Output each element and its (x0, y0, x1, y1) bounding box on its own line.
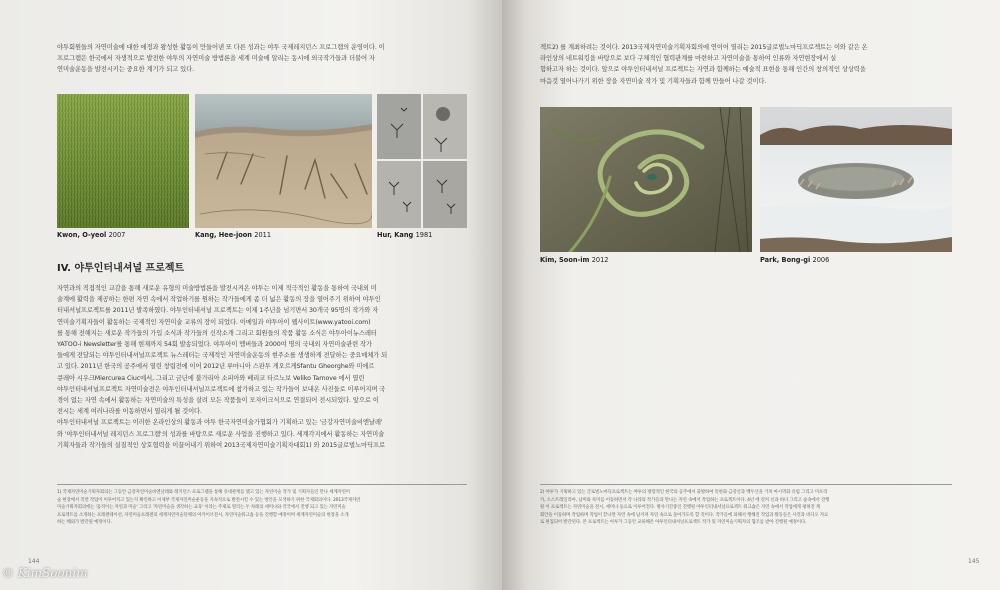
right-intro-text (540, 42, 952, 87)
right-footnote (540, 489, 952, 527)
photo-kim-spiral (540, 107, 752, 252)
page-number: 145 (968, 558, 980, 565)
text-line: 큐레아 시우크Miercurea Ciuc에서, 그리고 금년에 불가리아 소피아와 베리코 타르노보 Veliko Tarnove 에서 열린 (57, 374, 365, 382)
caption-kim (540, 256, 609, 264)
text-line: 연미술기획자들이 활동하는 국제적인 자연미술 교류의 장이 되었다. 이메일과 야투아이 웹사이트(www.yatooi.com) (57, 318, 371, 326)
section-heading: IV. 야투인터내셔널 프로젝트 (57, 263, 185, 274)
footnote-line: 카, 오스트레일리아, 남미와 룩미를 이동하면서 각 나라의 작가들과 만나는 자연 속에서 작업하는 프로젝트이다. 4년 에 걸쳐 신과 바다 그리고 숲속에서 진행 (540, 497, 830, 503)
footnote-line: 프로젝트를 소개하는 프레젠테이션, 자연미술프레젠의 세계자연미술단체의 아카이브전시, 자연미술워크숍 등을 진행할 예정이며 세계자연미술의 현장을 소개 (57, 512, 349, 518)
photo-park-snow (760, 107, 952, 252)
footnote-rule (57, 484, 467, 485)
text-line: 라인상의 네트워킹을 바탕으로 보다 구체적인 협력관계를 마련하고 자연미술을 통하여 인류와 자연현장에서 실 (540, 55, 837, 63)
photo-artist: Kang, Hee-joon (195, 231, 252, 239)
text-line: 경이 없는 자연 속에서 활동하는 자연미술의 특성을 살려 모든 작품들이 모자이크식으로 연결되어 전시되었다. 앞으로 이 (57, 397, 379, 405)
photo-artist: Park, Bong-gi (760, 256, 811, 264)
footnote-line: 로 편집되어 발간된다. 본 프로젝트는 아투가 그동안 교류해온 아투인터내셔널프로젝트 작가 및 자연미술기획자의 협조를 받아 진행될 예정이다. (540, 520, 807, 526)
footnote-line: 미술기획자회의에는 '움직이는 자연과 미술' 그리고 '자연미술을 생각하는 교육' 이라는 주제로 열리는 두 차례의 세미나와 각국에서 진행 되고 있는 자연미술 (57, 505, 346, 511)
left-footnote (57, 489, 467, 527)
text-line: 자연과의 직접적인 교감을 통해 새로운 유형의 미술방법론을 발전시켜온 야투는 이제 적극적인 활동을 통하여 국내외 미 (57, 285, 377, 292)
text-line: 기획자들과 작가들의 실질적인 상호협력을 이끌어내기 위하여 2013국제자연미술기획자대회1) 와 2015글로벌노마딕프로 (57, 441, 385, 449)
text-line: 야투인터내셔널프로젝트 자연미술전은 야투인터내셔널프로젝트에 참가하고 있는 작가들이 보내온 사진들로 이루어지며 국 (57, 385, 386, 393)
photo-year: 2011 (254, 231, 272, 239)
text-line: 마음것 열어나가기 위한 장을 자연미술 작가 및 기획자들과 함께 만들어 나갈 것이다. (540, 77, 767, 85)
left-intro-text (57, 42, 465, 76)
text-line: 험하고자 하는 것이다. 앞으로 야투인터내셔널 프로젝트는 자연과 함께하는 예술적 표현을 통해 인간의 창의적인 상상력을 (540, 66, 866, 74)
text-line: 술계에 활력을 제공하는 한편 자연 속에서 작업하기를 원하는 작가들에게 좀 더 넓은 활동의 장을 열어주기 위하여 야투인 (57, 296, 381, 304)
page-number: 144 (28, 558, 40, 565)
footnote-line: 1) 국제자연미술기획자회의는 그동안 금강자연미술비엔날레와 레지던스 프로그램을 통해 유대관계를 맺고 있는 자연미술 작가 및 기획자들인 만나 세계자연미 (57, 490, 350, 495)
text-line: 와 '야투인터내셔널 레지던스 프로그램'의 성과를 바탕으로 새로운 사업을 진행하고 있다. 세계각지에서 활동하는 자연미술 (57, 430, 385, 438)
caption-hur (377, 231, 432, 239)
right-page (502, 0, 1000, 590)
text-line: 전시는 세계 여러나라를 이동하면서 열리게 될 것이다. (57, 408, 202, 416)
photo-year: 1981 (415, 231, 433, 239)
footnote-line: 될 이 프로젝트는 자연미술을 전시, 세미나 등으로 이루어진다. 방사기간중인 진행될 야투인터내셔널프로젝트 워크숍은 자연 속에서 작업에게 평혀진 계 (540, 505, 821, 511)
caption-kang (195, 231, 271, 239)
photo-artist: Hur, Kang (377, 231, 414, 239)
footnote-line: 2) 야투가 기획하고 있는 글로벌노마딕프로젝트는 야투의 방랑적인 한국의 공주에서 출발하여 특한화 금강산과 백두산을 거쳐 마시먹화 유럽 그리고 미포리 (540, 490, 828, 495)
text-line: 젝트2) 를 계최하려는 것이다. 2013국제자연미술기획자회의에 연이어 열리는 2015글로벌노마딕프로젝트는 이와 같은 온 (540, 44, 868, 51)
photo-artist: Kwon, O-yeol (57, 231, 107, 239)
footnote-line: 술 현장에서 직면 작업이 이루어지고 있는지 확인하고 이제부 국제자연미술운동을 지속적으로 발전시킬 수 있는 방안을 모색하기 위한 국제회의이다. 2013국제자연 (57, 497, 361, 503)
caption-kwon (57, 231, 125, 239)
text-line: YATOO-i Newsletter를 통해 현재까지 54회 발송되었다. 야투아이 멤버들과 2000여 명의 국내외 자연미술관련 작가 (57, 341, 373, 349)
left-body-text (57, 283, 467, 451)
photo-kang-shore (195, 94, 372, 228)
text-line: 야투인터내셔널 프로젝트는 이러한 온라인상의 활동과 야투 한국자연미술가협회가 기획하고 있는 '금강자연미술비엔날레' (57, 419, 383, 427)
footnote-rule (540, 484, 952, 485)
photo-hur-grid (377, 94, 467, 228)
photo-kwon-grass (57, 94, 189, 228)
footnote-line: 하는 해외가 발간될 예정이다. (57, 520, 112, 526)
text-line: 터내셔널프로젝트를 2011년 발족하였다. 야투인터내셔널 프로젝트는 이제 1주년을 넘기면서 30개국 95명의 작가와 자 (57, 307, 379, 315)
photo-year: 2006 (812, 256, 830, 264)
footnote-line: 회안을 이동하며 작업하며 작업이 끝나면 자연 속에 남겨져 자연 속으로 돌아가도록 할 것이다. 작가들에 의해서 행해진 작업과 활동들은 사진과 비디오 자료 (540, 512, 829, 518)
text-line: 를 통해 전해지는 새로운 작가들의 가입 소식과 작가들의 신작소개 그리고 회원들의 작품 활동 소식은 야투아이뉴스레터 (57, 329, 377, 337)
text-line: 연미술운동을 발전시키는 중요한 계기가 되고 있다. (57, 66, 195, 74)
photo-artist: Kim, Soon-im (540, 256, 590, 264)
photo-year: 2012 (591, 256, 609, 264)
text-line: 프로그램은 한국에서 자생적으로 발전한 야투의 자연미술 방법론을 세계 미술에 알리는 동시에 외국작가들과 더불어 자 (57, 55, 375, 63)
photo-year: 2007 (108, 231, 126, 239)
text-line: 야투회원들의 자연미술에 대한 애정과 왕성한 활동이 만들어낸 또 다른 성과는 야투 국제레지던스 프로그램의 운영이다. 이 (57, 44, 385, 51)
text-line: 고 있다. 2011년 한국의 공주에서 열린 창립전에 이어 2012년 루마니아 스판투 게오르게Sfantu Gheorghe와 미에르 (57, 363, 375, 371)
text-line: 들에게 전달되는 야투인터내셔널프로젝트 뉴스레터는 국제적인 자연미술운동의 현주소를 생생하게 전달하는 중요매체가 되 (57, 352, 388, 360)
caption-park (760, 256, 829, 264)
copyright-watermark: © KimSoonim (2, 566, 88, 580)
